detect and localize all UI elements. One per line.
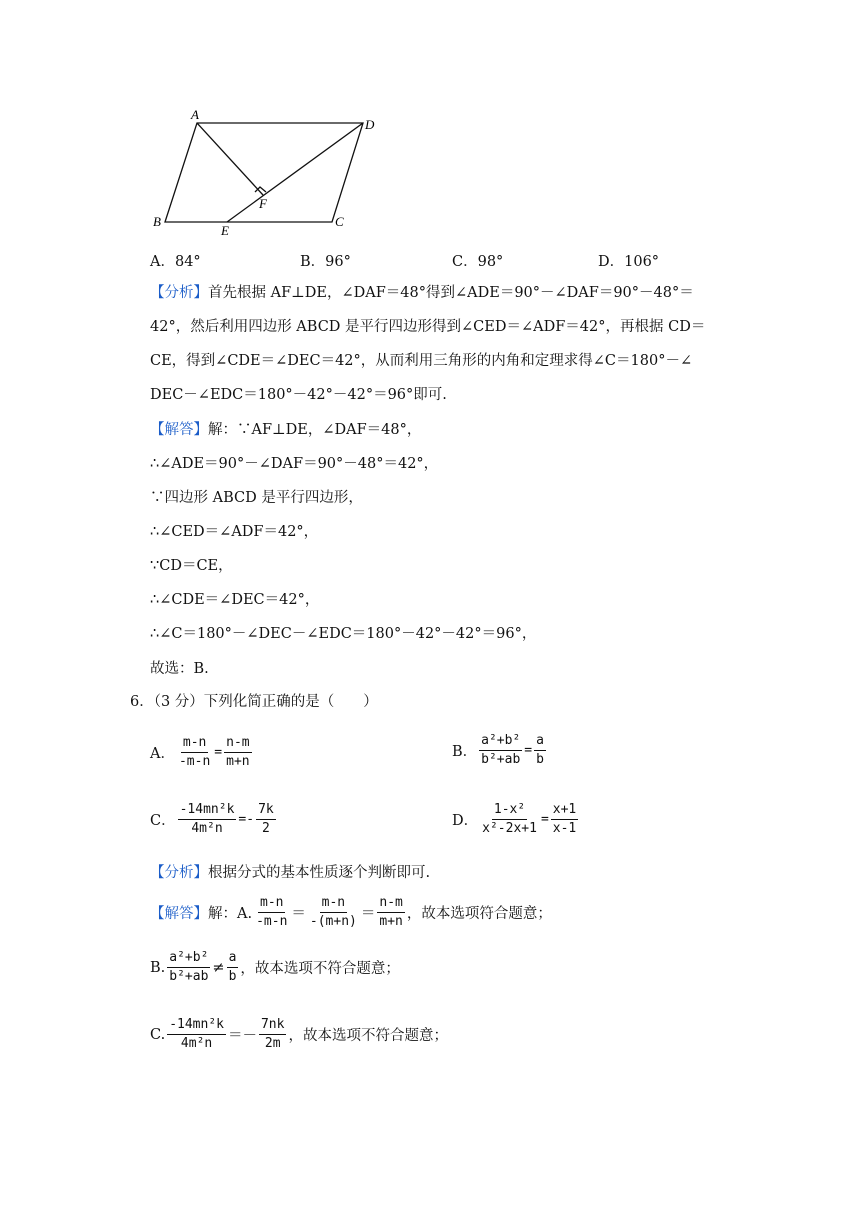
q5-analysis-line-4: DEC－∠EDC＝180°－42°－42°＝96°即可. <box>150 387 447 403</box>
label-e: E <box>221 223 229 235</box>
solution-prefix: 解：A. <box>208 906 253 922</box>
option-label: B． <box>452 744 478 760</box>
q6-option-a: A． $\frac{m-n}{-m-n}$ = $\frac{n-m}{m+n}$ <box>150 735 250 769</box>
solution-text: 解：∵AF⊥DE，∠DAF＝48°， <box>208 422 422 438</box>
analysis-tag: 【分析】 <box>150 285 208 301</box>
q5-solution-line-4: ∴∠CED＝∠ADF＝42°， <box>150 524 319 540</box>
option-label: C． <box>150 813 176 829</box>
fraction: $\frac{a}{b}$ <box>228 950 237 984</box>
q5-solution-line-7: ∴∠C＝180°－∠DEC－∠EDC＝180°－42°－42°＝96°， <box>150 626 537 642</box>
label-f: F <box>259 196 267 211</box>
solution-note: ，故本选项不符合题意； <box>240 961 400 977</box>
fraction: $\frac{\text{1-x²}}{\text{x²-2x+1}}$ <box>482 802 537 836</box>
option-label: D． <box>452 813 479 829</box>
q5-analysis-line-3: CE，得到∠CDE＝∠DEC＝42°，从而利用三角形的内角和定理求得∠C＝180°－∠ <box>150 353 693 369</box>
q5-option-d: D．106° <box>598 254 660 270</box>
label-a: A <box>191 107 199 122</box>
q6-option-d: D． $\frac{\text{1-x²}}{\text{x²-2x+1}}$ = $\frac{x+1}{x-1}$ <box>452 802 577 836</box>
q6-option-c: C． $\frac{\text{-14mn²k}}{\text{4m²n}}$ =- $\frac{7k}{2}$ <box>150 802 274 836</box>
option-label: A． <box>150 746 175 762</box>
q5-solution-line-8: 故选：B. <box>150 661 209 677</box>
fraction: $\frac{\text{-14mn²k}}{\text{4m²n}}$ <box>179 802 235 836</box>
analysis-text: 首先根据 AF⊥DE，∠DAF＝48°得到∠ADE＝90°－∠DAF＝90°－48°＝ <box>208 285 694 301</box>
q5-analysis-line-2: 42°，然后利用四边形 ABCD 是平行四边形得到∠CED＝∠ADF＝42°，再根据 CD＝ <box>150 319 706 335</box>
q5-analysis-line-1 <box>150 283 694 303</box>
q5-option-b: B．96° <box>300 254 351 270</box>
q5-option-c: C．98° <box>452 254 504 270</box>
fraction: $\frac{m-n}{-(m+n)}$ <box>309 895 357 929</box>
solution-note: ，故本选项符合题意； <box>406 906 552 922</box>
fraction: $\frac{n-m}{m+n}$ <box>226 735 250 769</box>
fraction: $\frac{\text{-14mn²k}}{\text{4m²n}}$ <box>169 1017 224 1051</box>
solution-note: ，故本选项不符合题意； <box>288 1028 448 1044</box>
fraction: $\frac{x+1}{x-1}$ <box>552 802 577 836</box>
solution-tag: 【解答】 <box>150 422 208 438</box>
fraction: $\frac{7nk}{2m}$ <box>260 1017 285 1051</box>
label-d: D <box>365 117 375 132</box>
segment-de <box>227 123 363 222</box>
label-c: C <box>335 214 344 229</box>
q6-option-b: B． $\frac{\text{a²+b²}}{\text{b²+ab}}$ = $\frac{a}{b}$ <box>452 733 544 767</box>
label-b: B <box>153 214 161 229</box>
q5-solution-line-3: ∵四边形 ABCD 是平行四边形， <box>150 490 363 506</box>
fraction: $\frac{\text{a²+b²}}{\text{b²+ab}}$ <box>169 950 209 984</box>
fraction: $\frac{m-n}{-m-n}$ <box>178 735 211 769</box>
q6-solution-c: C. $\frac{\text{-14mn²k}}{\text{4m²n}}$ ＝－ $\frac{7nk}{2m}$ ，故本选项不符合题意； <box>150 1017 448 1051</box>
analysis-tag: 【分析】 <box>150 865 208 881</box>
q5-solution-line-5: ∵CD＝CE， <box>150 558 233 574</box>
q6-solution-b: B. $\frac{\text{a²+b²}}{\text{b²+ab}}$ ≠ $\frac{a}{b}$ ，故本选项不符合题意； <box>150 950 400 984</box>
q6-analysis <box>150 863 430 883</box>
solution-tag: 【解答】 <box>150 906 208 922</box>
fraction: $\frac{m-n}{-m-n}$ <box>256 895 288 929</box>
q6-stem: 6．（3 分）下列化简正确的是（ ） <box>130 694 378 710</box>
parallelogram-figure <box>145 105 405 235</box>
q5-solution-line-6: ∴∠CDE＝∠DEC＝42°， <box>150 592 320 608</box>
fraction: $\frac{a}{b}$ <box>536 733 544 767</box>
q5-solution-line-2: ∴∠ADE＝90°－∠DAF＝90°－48°＝42°， <box>150 456 439 472</box>
segment-af <box>197 123 263 195</box>
q6-solution-a: 【解答】 解：A. $\frac{m-n}{-m-n}$ ＝ $\frac{m-n}{-(m+n)}$ ＝ $\frac{n-m}{m+n}$ ，故本选项符合题意； <box>150 895 552 929</box>
q5-option-a: A．84° <box>150 254 201 270</box>
q5-solution-line-1 <box>150 420 421 440</box>
fraction: $\frac{7k}{2}$ <box>258 802 274 836</box>
solution-prefix: C. <box>150 1026 166 1043</box>
analysis-text: 根据分式的基本性质逐个判断即可. <box>208 865 431 881</box>
fraction: $\frac{n-m}{m+n}$ <box>379 895 403 929</box>
fraction: $\frac{\text{a²+b²}}{\text{b²+ab}}$ <box>481 733 521 767</box>
solution-prefix: B. <box>150 959 166 976</box>
